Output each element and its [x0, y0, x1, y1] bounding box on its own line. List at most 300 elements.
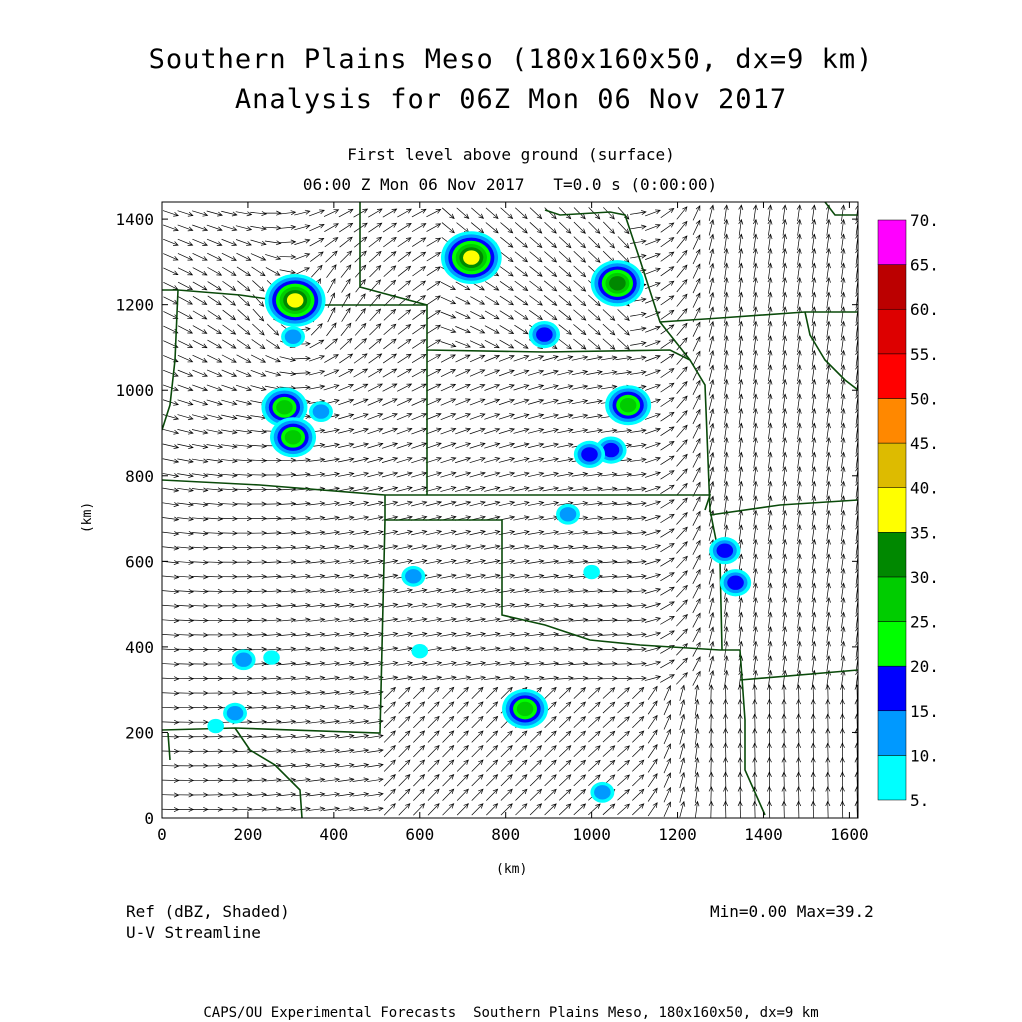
y-tick-label: 1200 — [115, 295, 154, 315]
streamline-arrow — [677, 454, 688, 466]
streamline-arrow — [441, 355, 455, 362]
streamline-arrow — [327, 279, 335, 293]
streamline-arrow — [221, 765, 237, 766]
streamline-arrow — [500, 296, 513, 305]
streamline-arrow — [471, 208, 483, 219]
streamline-arrowhead — [362, 223, 367, 227]
streamline-arrow — [178, 239, 193, 245]
streamline-arrowhead — [669, 238, 674, 242]
cell-contour — [620, 398, 637, 412]
streamline-arrow — [648, 759, 657, 772]
streamline-arrow — [486, 746, 497, 757]
streamline-arrow — [236, 751, 252, 752]
streamline-arrow — [648, 686, 657, 699]
streamline-arrow — [545, 717, 556, 728]
streamline-arrow — [208, 325, 222, 333]
streamline-arrow — [441, 282, 455, 289]
streamline-arrow — [192, 606, 208, 607]
cell-contour — [411, 644, 428, 658]
streamline-arrow — [515, 237, 527, 247]
streamline-arrowhead — [669, 456, 674, 460]
streamline-arrowhead — [421, 354, 426, 358]
streamline-arrow — [677, 251, 687, 263]
streamline-arrow — [442, 208, 454, 219]
y-tick-label: 1000 — [115, 381, 154, 401]
streamline-arrow — [559, 266, 571, 277]
streamline-arrow — [163, 693, 179, 694]
streamline-arrow — [265, 591, 281, 592]
streamline-arrow — [250, 605, 266, 606]
streamline-arrow — [486, 760, 497, 771]
streamline-arrowhead — [653, 701, 657, 706]
colorbar-swatch — [878, 577, 906, 622]
streamline-arrow — [501, 208, 513, 219]
streamline-arrow — [603, 804, 615, 815]
streamline-arrow — [676, 658, 687, 670]
y-axis-label: (km) — [80, 501, 96, 534]
streamline-arrow — [676, 600, 687, 612]
streamline-arrow — [236, 635, 252, 636]
streamline-arrow — [457, 775, 468, 786]
streamline-arrow — [618, 339, 630, 350]
streamline-arrow — [178, 268, 192, 275]
streamline-arrow — [501, 789, 512, 800]
streamline-arrow — [412, 224, 426, 232]
streamline-arrow — [163, 282, 177, 289]
streamline-arrow — [574, 789, 586, 800]
streamline-arrowhead — [231, 330, 236, 334]
x-tick-label: 200 — [233, 825, 263, 844]
valid-time-label: 06:00 Z Mon 06 Nov 2017 T=0.0 s (0:00:00) — [302, 175, 718, 194]
streamline-arrow — [443, 731, 454, 742]
streamline-arrow — [529, 281, 542, 291]
streamline-arrow — [530, 237, 542, 247]
streamline-arrow — [661, 427, 674, 436]
streamline-arrowhead — [216, 286, 221, 290]
streamline-arrow — [412, 267, 425, 276]
streamline-arrow — [384, 716, 395, 727]
streamline-arrow — [266, 267, 280, 275]
streamline-arrow — [355, 339, 367, 350]
streamline-arrow — [617, 804, 629, 815]
streamline-arrow — [457, 702, 468, 713]
streamline-arrow — [677, 323, 687, 335]
streamline-arrow — [412, 384, 426, 391]
streamline-arrow — [309, 224, 324, 230]
streamline-arrow — [660, 631, 674, 639]
streamline-arrow — [677, 280, 687, 292]
streamline-arrow — [252, 339, 265, 348]
streamline-arrowhead — [669, 383, 674, 387]
streamline-arrow — [693, 264, 700, 278]
streamline-arrow — [515, 731, 526, 742]
streamline-arrowhead — [202, 300, 207, 304]
streamline-arrow — [192, 547, 208, 548]
streamline-arrow — [192, 576, 208, 577]
streamline-arrow — [664, 759, 671, 774]
streamline-arrow — [603, 760, 615, 771]
streamline-arrowhead — [421, 224, 426, 228]
streamline-arrow — [384, 789, 395, 800]
streamline-arrow — [250, 649, 266, 650]
streamline-arrow — [559, 731, 571, 742]
streamline-arrow — [470, 355, 485, 362]
streamline-arrow — [485, 356, 500, 362]
streamline-arrow — [603, 688, 615, 699]
streamline-arrow — [310, 252, 323, 262]
streamline-arrow — [177, 605, 193, 606]
streamline-arrow — [693, 322, 700, 336]
x-tick-label: 600 — [405, 825, 435, 844]
streamline-arrow — [397, 209, 411, 217]
streamline-arrow — [693, 337, 700, 351]
streamline-arrowhead — [669, 354, 674, 358]
streamline-arrow — [457, 731, 468, 742]
streamline-arrow — [163, 736, 179, 737]
streamline-arrow — [470, 297, 484, 305]
streamline-arrow — [545, 731, 556, 742]
streamline-arrow — [443, 687, 454, 698]
streamline-arrow — [559, 237, 571, 248]
streamline-arrowhead — [653, 803, 657, 808]
streamline-arrow — [428, 760, 439, 771]
streamline-arrow — [661, 281, 674, 290]
streamline-arrow — [677, 309, 687, 321]
streamline-arrow — [588, 760, 600, 771]
streamline-arrow — [384, 266, 396, 277]
streamline-arrow — [208, 311, 221, 320]
streamline-arrow — [279, 460, 295, 461]
streamline-arrowhead — [523, 344, 528, 348]
streamline-arrowhead — [669, 573, 674, 577]
streamline-arrow — [368, 223, 381, 232]
streamline-arrow — [544, 310, 557, 320]
streamline-arrow — [486, 731, 497, 742]
streamline-arrow — [193, 253, 207, 260]
streamline-arrow — [588, 310, 600, 321]
colorbar-label: 70. — [910, 211, 939, 230]
streamline-arrow — [384, 309, 396, 320]
streamline-arrowhead — [669, 296, 674, 300]
streamline-arrow — [645, 239, 660, 245]
streamline-arrow — [413, 731, 424, 742]
streamline-arrow — [545, 222, 557, 233]
streamline-arrow — [178, 311, 192, 319]
y-tick-label: 200 — [125, 723, 154, 743]
overlay-label: U-V Streamline — [126, 923, 261, 942]
streamline-arrow — [443, 746, 454, 757]
streamline-arrow — [250, 707, 266, 708]
streamline-arrow — [501, 731, 512, 742]
streamline-arrow — [601, 620, 617, 621]
streamline-arrow — [369, 266, 380, 277]
streamline-arrow — [544, 252, 556, 262]
streamline-arrow — [693, 453, 700, 467]
streamline-arrow — [677, 367, 687, 379]
streamline-arrow — [236, 794, 252, 795]
streamline-arrow — [617, 731, 629, 742]
streamline-arrow — [545, 775, 557, 786]
streamline-arrow — [222, 325, 235, 334]
streamline-arrow — [515, 222, 527, 233]
streamline-arrow — [545, 760, 557, 771]
streamline-arrow — [664, 729, 670, 744]
streamline-arrow — [559, 804, 571, 815]
streamline-arrow — [559, 702, 571, 713]
streamline-arrow — [295, 268, 309, 275]
streamline-arrow — [615, 605, 631, 606]
streamline-arrow — [326, 323, 336, 336]
streamline-arrow — [660, 602, 674, 610]
streamline-arrow — [412, 281, 425, 291]
streamline-arrow — [615, 576, 631, 577]
streamline-arrowhead — [435, 267, 440, 271]
streamline-arrow — [574, 237, 586, 248]
streamline-arrow — [515, 296, 528, 305]
streamline-arrow — [661, 252, 674, 261]
streamline-arrowhead — [494, 300, 499, 304]
streamline-arrow — [618, 702, 630, 713]
streamline-arrow — [383, 223, 396, 232]
streamline-arrow — [574, 804, 586, 815]
streamline-arrow — [193, 282, 207, 290]
streamline-arrow — [471, 223, 483, 233]
streamline-arrow — [472, 789, 483, 800]
streamline-arrow — [356, 309, 366, 322]
streamline-arrow — [428, 687, 439, 698]
streamline-arrow — [383, 384, 397, 391]
streamline-arrow — [324, 355, 338, 363]
streamline-arrow — [310, 340, 324, 348]
streamline-arrow — [677, 265, 687, 277]
streamline-arrow — [265, 518, 281, 519]
streamline-arrow — [677, 469, 688, 481]
colorbar-swatch — [878, 622, 906, 667]
streamline-arrow — [470, 341, 485, 348]
streamline-arrow — [615, 664, 631, 665]
streamline-arrow — [399, 775, 410, 786]
streamline-arrowhead — [406, 238, 411, 242]
streamline-arrowhead — [435, 311, 440, 315]
streamline-arrow — [412, 354, 426, 362]
streamline-arrow — [472, 731, 483, 742]
streamline-arrow — [676, 542, 687, 554]
streamline-arrowhead — [508, 286, 513, 290]
streamline-arrow — [648, 701, 657, 714]
streamline-arrow — [177, 649, 193, 650]
streamline-arrow — [455, 326, 470, 332]
streamline-arrow — [279, 242, 295, 243]
cell-contour — [594, 785, 611, 799]
streamline-arrow — [676, 513, 687, 525]
streamline-arrow — [603, 324, 615, 335]
streamline-arrow — [221, 780, 237, 781]
streamline-arrow — [693, 555, 700, 569]
streamline-arrow — [222, 281, 235, 290]
streamline-arrow — [486, 702, 497, 713]
streamline-arrowhead — [275, 344, 280, 348]
reflectivity-cell — [281, 326, 305, 347]
cell-contour — [227, 706, 244, 720]
streamline-arrow — [645, 210, 660, 216]
streamline-arrowhead — [435, 253, 440, 257]
streamline-arrow — [586, 663, 602, 664]
cell-contour — [560, 507, 577, 521]
streamline-arrow — [339, 354, 352, 363]
cell-contour — [463, 250, 480, 264]
streamline-arrow — [574, 688, 586, 699]
cell-contour — [581, 447, 598, 461]
streamline-arrow — [693, 220, 700, 234]
reflectivity-cell — [556, 504, 580, 525]
streamline-arrow — [441, 384, 456, 391]
x-tick-label: 0 — [157, 825, 167, 844]
streamline-arrow — [206, 547, 222, 548]
streamline-arrow — [457, 716, 468, 727]
streamline-arrow — [413, 789, 424, 801]
streamline-arrow — [206, 562, 222, 563]
streamline-arrow — [645, 268, 660, 274]
streamline-arrow — [178, 341, 192, 348]
streamline-arrow — [427, 340, 441, 348]
streamline-arrow — [398, 266, 410, 276]
streamline-arrow — [163, 370, 178, 376]
streamline-arrow — [615, 635, 631, 636]
streamline-arrow — [398, 281, 410, 291]
streamline-arrow — [384, 731, 395, 742]
reflectivity-cell — [207, 719, 224, 733]
streamline-arrow — [648, 730, 657, 743]
colorbar-label: 35. — [910, 523, 939, 543]
streamline-arrowhead — [669, 398, 674, 402]
streamline-arrow — [676, 498, 687, 510]
streamline-arrow — [236, 489, 252, 490]
streamline-arrowhead — [231, 271, 236, 275]
colorbar-label: 60. — [910, 300, 939, 320]
streamline-arrow — [573, 310, 585, 320]
streamline-arrow — [485, 340, 499, 347]
streamline-arrow — [486, 223, 498, 233]
streamline-arrowhead — [421, 340, 426, 344]
streamline-arrow — [693, 671, 700, 685]
streamline-arrow — [324, 224, 338, 232]
streamline-arrow — [645, 341, 660, 347]
streamline-arrow — [515, 775, 526, 786]
streamline-arrow — [500, 222, 512, 232]
streamline-arrow — [515, 746, 526, 757]
streamline-arrow — [574, 251, 586, 262]
streamline-arrow — [338, 385, 353, 391]
streamline-arrow — [427, 281, 440, 290]
streamline-arrow — [559, 310, 571, 320]
x-tick-label: 1400 — [744, 825, 783, 844]
streamline-arrowhead — [435, 238, 440, 242]
cell-contour — [285, 430, 302, 444]
streamline-arrow — [397, 384, 411, 391]
streamline-arrow — [426, 414, 441, 420]
streamline-arrowhead — [435, 296, 440, 300]
streamline-arrow — [574, 717, 586, 728]
streamline-arrow — [500, 281, 513, 290]
streamline-arrow — [530, 760, 541, 771]
streamline-arrow — [341, 323, 351, 336]
streamline-arrow — [294, 373, 310, 374]
colorbar-label: 10. — [910, 746, 939, 766]
streamline-arrow — [559, 775, 571, 786]
streamline-arrow — [455, 384, 470, 390]
streamline-arrow — [515, 789, 526, 800]
streamline-arrowhead — [231, 286, 236, 290]
streamline-arrow — [441, 370, 455, 377]
y-axis — [115, 210, 858, 828]
streamline-arrow — [265, 227, 281, 228]
streamline-arrow — [574, 295, 586, 305]
colorbar-swatch — [878, 755, 906, 800]
streamline-arrow — [193, 355, 207, 362]
streamline-arrow — [267, 324, 278, 335]
streamline-arrow — [412, 340, 425, 349]
streamline-arrow — [693, 541, 700, 555]
streamline-arrowhead — [669, 602, 674, 606]
streamline-arrow — [325, 339, 337, 349]
streamline-arrow — [632, 760, 643, 771]
streamline-arrow — [353, 384, 367, 391]
streamline-arrow — [369, 354, 382, 363]
streamline-arrow — [399, 702, 410, 713]
streamline-arrow — [470, 370, 485, 376]
streamline-arrow — [192, 239, 207, 245]
streamline-arrow — [207, 253, 221, 260]
streamline-arrow — [399, 760, 410, 771]
streamline-arrow — [428, 789, 439, 800]
colorbar-swatch — [878, 666, 906, 711]
streamline-arrowhead — [202, 315, 207, 319]
streamline-arrow — [413, 702, 424, 713]
streamline-arrowhead — [421, 252, 426, 256]
cell-contour — [517, 702, 534, 716]
streamline-arrow — [354, 369, 368, 377]
streamline-arrow — [208, 296, 221, 305]
streamline-arrow — [456, 297, 470, 304]
streamline-arrow — [676, 585, 687, 597]
streamline-arrowhead — [653, 686, 657, 691]
streamline-arrow — [588, 688, 600, 699]
streamline-arrow — [588, 702, 600, 713]
streamline-arrowhead — [346, 279, 350, 284]
streamline-arrow — [677, 396, 687, 408]
streamline-arrow — [676, 644, 687, 656]
colorbar — [878, 211, 939, 810]
reflectivity-cell — [574, 441, 605, 468]
streamline-arrow — [693, 657, 700, 671]
streamline-arrow — [676, 571, 687, 583]
streamline-arrow — [693, 497, 700, 511]
streamline-arrow — [472, 746, 483, 757]
streamline-arrow — [486, 716, 497, 727]
streamline-arrow — [693, 351, 700, 365]
streamline-arrow — [559, 325, 572, 335]
streamline-arrow — [661, 339, 674, 348]
streamline-arrow — [632, 702, 643, 713]
streamline-arrow — [615, 649, 631, 650]
streamline-arrow — [530, 746, 541, 757]
streamline-arrow — [661, 456, 674, 465]
streamline-arrow — [472, 702, 483, 713]
streamline-arrow — [693, 468, 700, 482]
streamline-arrow — [163, 297, 177, 304]
streamline-arrow — [559, 688, 571, 699]
streamline-arrow — [397, 399, 412, 406]
